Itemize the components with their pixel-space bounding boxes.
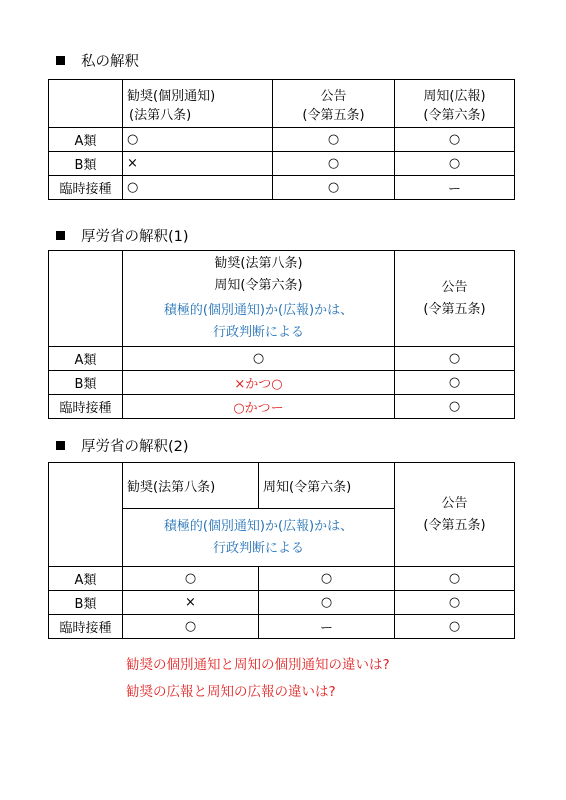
header-kokoku	[273, 80, 395, 128]
header-kokoku	[395, 463, 515, 567]
header-kansho	[123, 80, 273, 128]
cell-value: ○	[123, 176, 273, 200]
cell-value: ×かつ○	[123, 371, 395, 395]
cell-value: ○	[395, 615, 515, 639]
table-row	[49, 176, 515, 200]
table-row	[49, 567, 515, 591]
cell-value: ○かつー	[123, 395, 395, 419]
cell-value: ○	[123, 615, 259, 639]
cell-value: ○	[395, 152, 515, 176]
table-row	[49, 591, 515, 615]
header-kokoku	[395, 251, 515, 347]
discretion-note	[123, 509, 395, 567]
section3-table	[48, 462, 515, 639]
square-bullet-icon	[56, 441, 65, 450]
note-text: 行政判断による	[212, 540, 304, 556]
table-header-row	[49, 251, 515, 299]
header-text: 勧奨(法第八条)	[214, 255, 303, 271]
header-text: (法第八条)	[129, 107, 192, 123]
cell-value: ○	[123, 347, 395, 371]
section1-table	[48, 79, 515, 200]
table-header-row	[49, 80, 515, 128]
square-bullet-icon	[56, 231, 65, 240]
header-text: (令第五条)	[423, 301, 486, 317]
cell-value: ×	[123, 152, 273, 176]
corner-cell	[49, 251, 123, 347]
table-row	[49, 152, 515, 176]
corner-cell	[49, 80, 123, 128]
note-text: 積極的(個別通知)か(広報)かは、	[163, 518, 354, 534]
cell-value: ○	[273, 176, 395, 200]
cell-value: ○	[395, 395, 515, 419]
row-label: A類	[49, 567, 123, 591]
section3-title	[56, 438, 189, 456]
cell-value: ○	[123, 128, 273, 152]
header-text: 周知(広報)	[423, 88, 486, 104]
row-label: A類	[49, 128, 123, 152]
section2-table	[48, 250, 515, 419]
section2-title-text: 厚労省の解釈(1)	[81, 229, 189, 245]
cell-value: ○	[123, 567, 259, 591]
question-line: 勧奨の個別通知と周知の個別通知の違いは?	[126, 657, 390, 673]
cell-value: ○	[395, 591, 515, 615]
row-label: B類	[49, 591, 123, 615]
table-row	[49, 128, 515, 152]
header-text: (令第五条)	[302, 107, 365, 123]
header-text: 勧奨(個別通知)	[127, 88, 216, 104]
square-bullet-icon	[56, 56, 65, 65]
discretion-note	[123, 299, 395, 347]
section3-title-text: 厚労省の解釈(2)	[81, 439, 189, 455]
cell-value: ー	[395, 176, 515, 200]
row-label: 臨時接種	[49, 176, 123, 200]
header-text: 公告	[320, 88, 347, 104]
header-kansho: 勧奨(法第八条)	[123, 463, 259, 509]
header-shuchi	[395, 80, 515, 128]
cell-value: ○	[259, 567, 395, 591]
header-text: (令第五条)	[423, 517, 486, 533]
cell-value: ×	[123, 591, 259, 615]
table-row	[49, 395, 515, 419]
table-row	[49, 615, 515, 639]
question-line: 勧奨の広報と周知の広報の違いは?	[126, 684, 336, 700]
note-text: 行政判断による	[212, 325, 304, 341]
note-text: 積極的(個別通知)か(広報)かは、	[163, 303, 354, 319]
table-row	[49, 371, 515, 395]
cell-value: ○	[395, 567, 515, 591]
header-shuchi: 周知(令第六条)	[259, 463, 395, 509]
cell-value: ○	[395, 347, 515, 371]
row-label: A類	[49, 347, 123, 371]
section2-title	[56, 228, 189, 246]
header-text: 周知(令第六条)	[214, 277, 303, 293]
cell-value: ○	[273, 152, 395, 176]
row-label: B類	[49, 152, 123, 176]
cell-value: ○	[395, 371, 515, 395]
section1-title	[56, 53, 139, 71]
closing-questions	[126, 652, 390, 706]
table-header-row	[49, 463, 515, 509]
corner-cell	[49, 463, 123, 567]
header-text: 公告	[441, 495, 468, 511]
row-label: 臨時接種	[49, 395, 123, 419]
row-label: B類	[49, 371, 123, 395]
cell-value: ○	[273, 128, 395, 152]
header-text: 公告	[441, 279, 468, 295]
section1-title-text: 私の解釈	[81, 54, 139, 70]
cell-value: ー	[259, 615, 395, 639]
header-kansho-shuchi	[123, 251, 395, 299]
cell-value: ○	[395, 128, 515, 152]
header-text: (令第六条)	[423, 107, 486, 123]
table-row	[49, 347, 515, 371]
cell-value: ○	[259, 591, 395, 615]
row-label: 臨時接種	[49, 615, 123, 639]
